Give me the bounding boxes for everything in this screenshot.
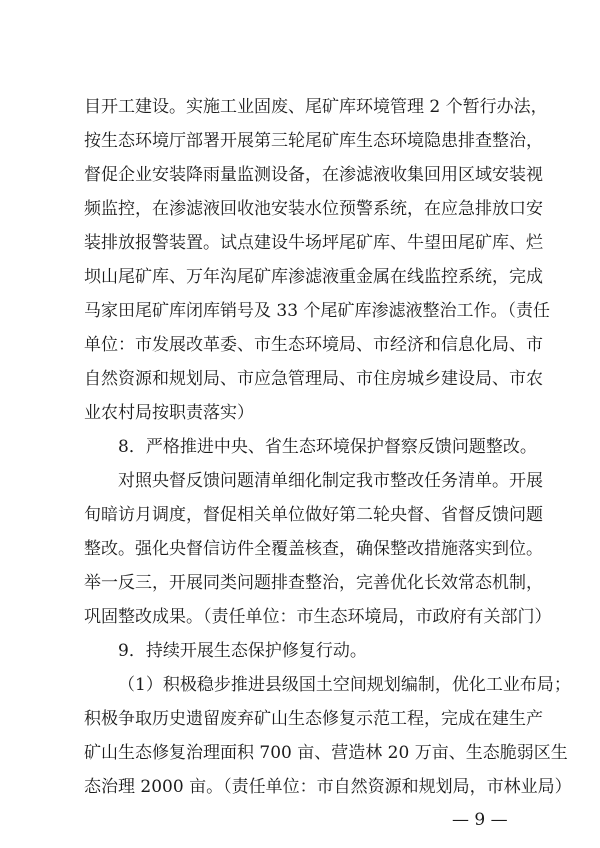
section-heading-9: 9．持续开展生态保护修复行动。: [118, 641, 367, 661]
text-line: 单位：市发展改革委、市生态环境局、市经济和信息化局、市: [84, 335, 543, 355]
text-line: 旬暗访月调度，督促相关单位做好第二轮央督、省督反馈问题: [84, 505, 543, 525]
text-line: 目开工建设。实施工业固废、尾矿库环境管理 2 个暂行办法，: [84, 97, 548, 117]
text-line: 自然资源和规划局、市应急管理局、市住房城乡建设局、市农: [84, 369, 543, 389]
text-line: 矿山生态修复治理面积 700 亩、营造林 20 万亩、生态脆弱区生: [84, 743, 568, 763]
text-line: 马家田尾矿库闭库销号及 33 个尾矿库渗滤液整治工作。（责任: [84, 301, 550, 321]
text-line: 督促企业安装降雨量监测设备，在渗滤液收集回用区域安装视: [84, 165, 543, 185]
section-heading-8: 8．严格推进中央、省生态环境保护督察反馈问题整改。: [118, 437, 537, 457]
paragraph-start: （1）积极稳步推进县级国土空间规划编制，优化工业布局；: [118, 675, 571, 695]
text-line: 举一反三，开展同类问题排查整治，完善优化长效常态机制，: [84, 573, 543, 593]
text-line: 坝山尾矿库、万年沟尾矿库渗滤液重金属在线监控系统，完成: [84, 267, 543, 287]
text-line: 装排放报警装置。试点建设牛场坪尾矿库、牛望田尾矿库、烂: [84, 233, 543, 253]
paragraph-start: 对照央督反馈问题清单细化制定我市整改任务清单。开展: [118, 471, 543, 491]
text-line: 巩固整改成果。（责任单位：市生态环境局，市政府有关部门）: [84, 607, 552, 627]
text-line: 频监控，在渗滤液回收池安装水位预警系统，在应急排放口安: [84, 199, 543, 219]
page-number: — 9 —: [452, 810, 508, 830]
text-line: 态治理 2000 亩。（责任单位：市自然资源和规划局，市林业局）: [84, 777, 572, 797]
text-line: 业农村局按职责落实）: [84, 403, 254, 423]
text-line: 按生态环境厅部署开展第三轮尾矿库生态环境隐患排查整治，: [84, 131, 543, 151]
text-line: 积极争取历史遗留废弃矿山生态修复示范工程，完成在建生产: [84, 709, 543, 729]
text-line: 整改。强化央督信访件全覆盖核查，确保整改措施落实到位。: [84, 539, 543, 559]
